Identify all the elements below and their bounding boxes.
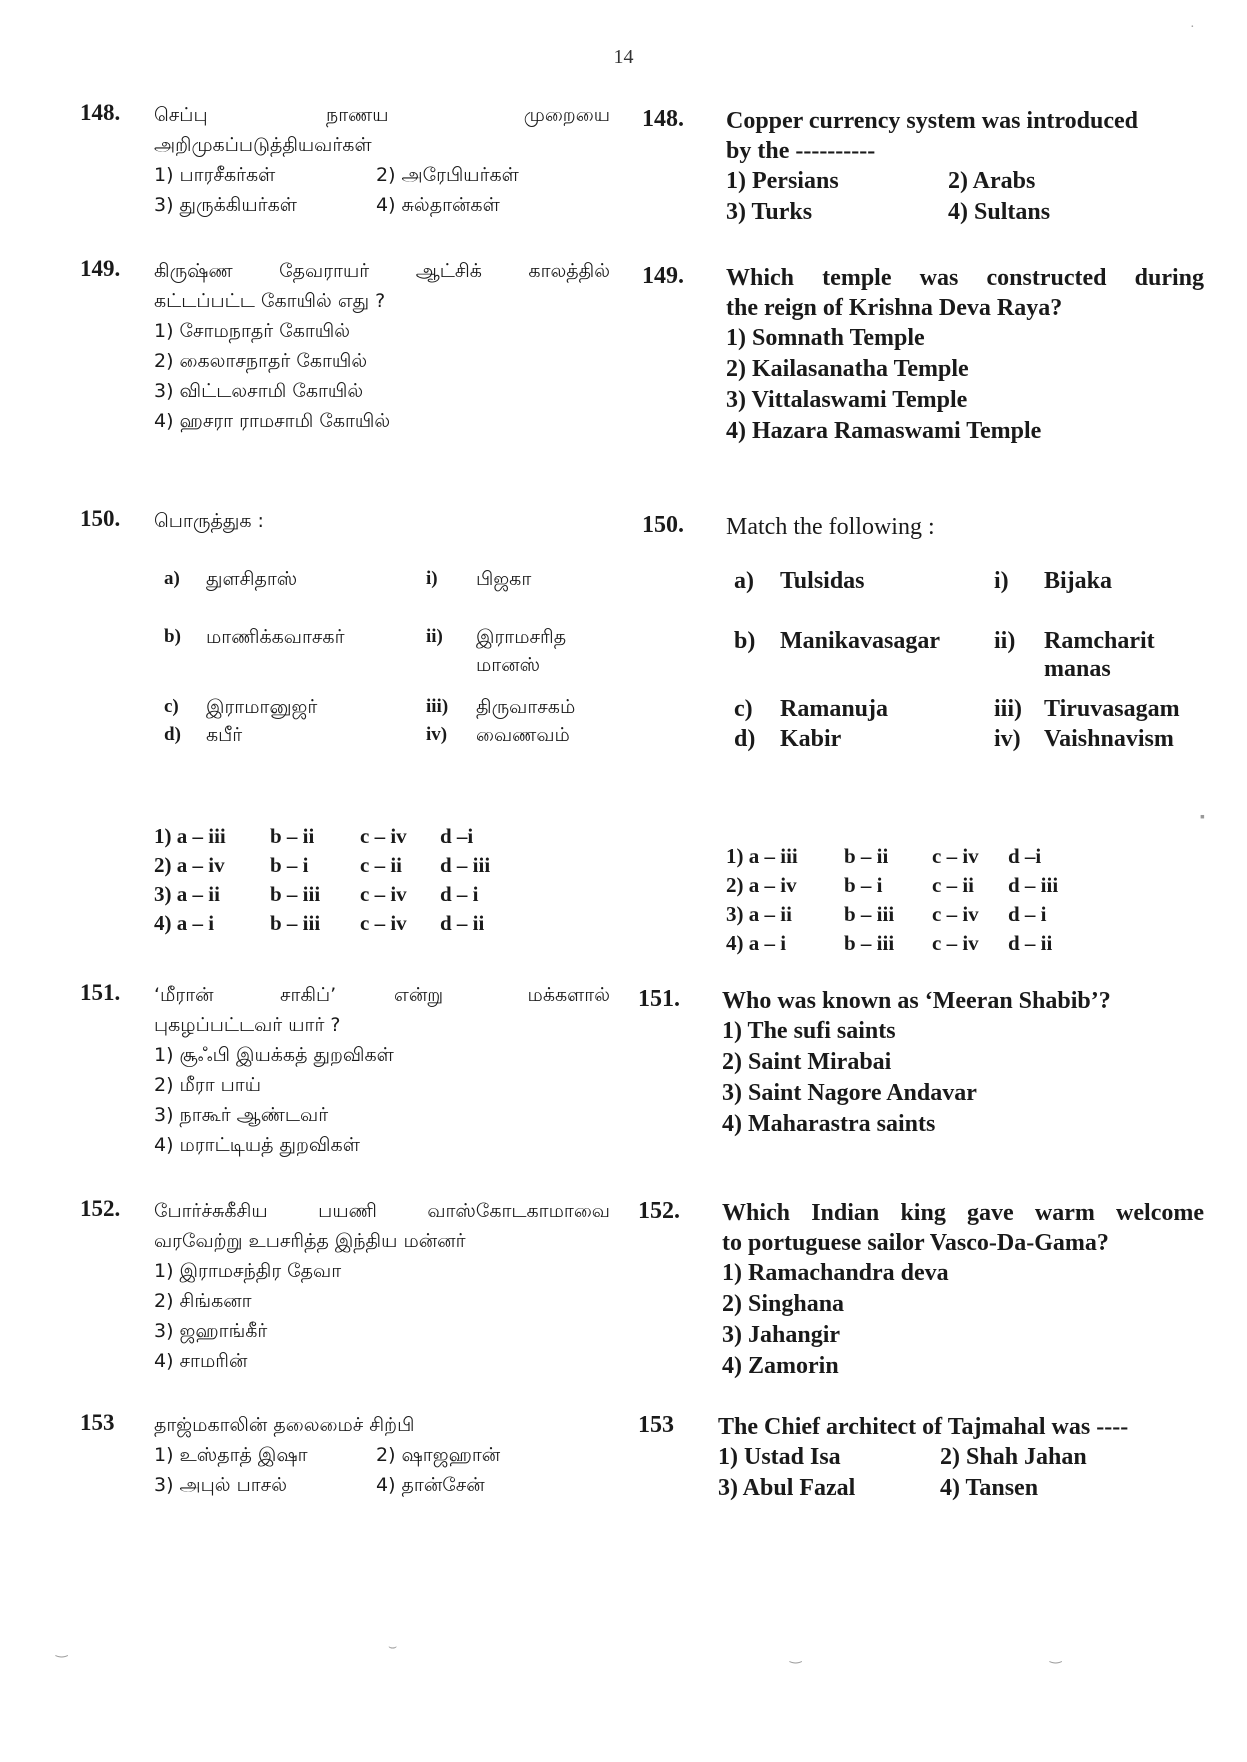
- question-stem-line: வரவேற்று உபசரித்த இந்திய மன்னர்: [154, 1230, 466, 1252]
- option-1: 1) இராமசந்திர தேவா: [154, 1260, 342, 1282]
- option-4: 4) ஹசரா ராமசாமி கோயில்: [154, 410, 391, 432]
- option-4: 4) சுல்தான்கள்: [376, 194, 500, 216]
- option-2: 2) மீரா பாய்: [154, 1074, 262, 1096]
- scan-speck: ▪: [1200, 810, 1205, 825]
- combo-part: b – iii: [844, 931, 895, 955]
- option-1: 1) The sufi saints: [722, 1018, 896, 1044]
- scan-speck: ‿: [1050, 1649, 1062, 1664]
- option-3: 3) Abul Fazal: [718, 1475, 856, 1501]
- question-stem-line: by the ----------: [726, 138, 876, 164]
- question-stem: பொருத்துக :: [154, 510, 264, 532]
- combo-part: c – iv: [360, 824, 407, 848]
- row-left-item: கபீர்: [206, 724, 243, 746]
- row-numeral: ii): [426, 626, 443, 647]
- combo-part: d – i: [1008, 902, 1047, 926]
- row-letter: d): [164, 724, 181, 745]
- question-number: 151.: [638, 986, 680, 1012]
- question-stem-line: கட்டப்பட்ட கோயில் எது ?: [154, 290, 386, 312]
- combo-part: b – iii: [270, 882, 321, 906]
- combo-part: c – iv: [932, 931, 979, 955]
- option-3: 3) விட்டலசாமி கோயில்: [154, 380, 364, 402]
- combo-part: 2) a – iv: [726, 873, 797, 897]
- row-right-item: Bijaka: [1044, 568, 1113, 594]
- row-right-item: Ramcharit: [1044, 628, 1155, 654]
- combo-part: d –i: [440, 824, 474, 848]
- row-right-item: வைணவம்: [476, 724, 570, 746]
- row-letter: d): [734, 726, 756, 752]
- combo-part: d –i: [1008, 844, 1042, 868]
- option-2: 2) Shah Jahan: [940, 1444, 1087, 1470]
- option-2: 2) அரேபியர்கள்: [376, 164, 519, 186]
- scan-speck: ‿: [56, 1643, 68, 1658]
- combo-part: b – ii: [270, 824, 315, 848]
- combo-part: b – iii: [844, 902, 895, 926]
- row-right-item-cont: manas: [1044, 656, 1111, 682]
- option-1: 1) Ramachandra deva: [722, 1260, 949, 1286]
- scan-speck: ⌣: [388, 1640, 398, 1655]
- option-3: 3) Turks: [726, 199, 813, 225]
- option-1: 1) சோமநாதர் கோயில்: [154, 320, 351, 342]
- combo-part: 2) a – iv: [154, 853, 225, 877]
- question-number: 149.: [642, 263, 684, 289]
- row-left-item: Tulsidas: [780, 568, 865, 594]
- option-2: 2) Saint Mirabai: [722, 1049, 892, 1075]
- question-number: 151.: [80, 980, 121, 1005]
- combo-part: b – i: [270, 853, 309, 877]
- combo-part: 3) a – ii: [726, 902, 792, 926]
- question-stem-line: Copper currency system was introduced: [726, 108, 1138, 134]
- combo-part: 3) a – ii: [154, 882, 220, 906]
- option-2: 2) Singhana: [722, 1291, 845, 1317]
- stem-word: மக்களால்: [527, 984, 610, 1006]
- question-stem: Match the following :: [726, 514, 935, 540]
- question-stem: தாஜ்மகாலின் தலைமைச் சிற்பி: [154, 1414, 415, 1436]
- combo-part: 1) a – iii: [154, 824, 226, 848]
- question-number: 150.: [642, 512, 684, 538]
- row-right-item: பிஜகா: [476, 568, 532, 590]
- option-4: 4) Zamorin: [722, 1353, 839, 1379]
- row-right-item: திருவாசகம்: [476, 696, 576, 718]
- row-right-item: Vaishnavism: [1044, 726, 1174, 752]
- question-stem-line: அறிமுகப்படுத்தியவர்கள்: [154, 134, 372, 156]
- option-3: 3) அபுல் பாசல்: [154, 1474, 287, 1496]
- combo-part: c – iv: [932, 902, 979, 926]
- stem-word: என்று: [394, 984, 444, 1006]
- combo-part: c – ii: [360, 853, 402, 877]
- option-2: 2) Arabs: [948, 168, 1036, 194]
- option-2: 2) கைலாசநாதர் கோயில்: [154, 350, 368, 372]
- combo-part: d – ii: [1008, 931, 1053, 955]
- option-2: 2) ஷாஜஹான்: [376, 1444, 501, 1466]
- question-number: 148.: [80, 100, 121, 125]
- question-stem-line: [154, 980, 610, 1010]
- row-letter: a): [734, 568, 754, 594]
- combo-part: d – iii: [440, 853, 491, 877]
- row-numeral: iii): [994, 696, 1022, 722]
- question-stem-line: Which temple was constructed during: [726, 265, 1204, 291]
- combo-part: 4) a – i: [726, 931, 787, 955]
- stem-word: ‘மீரான்: [154, 984, 214, 1006]
- combo-part: d – i: [440, 882, 479, 906]
- row-left-item: இராமானுஜர்: [206, 696, 318, 718]
- option-3: 3) துருக்கியர்கள்: [154, 194, 297, 216]
- row-numeral: i): [426, 568, 438, 589]
- question-stem: Who was known as ‘Meeran Shabib’?: [722, 988, 1111, 1014]
- option-3: 3) Jahangir: [722, 1322, 841, 1348]
- option-1: 1) உஸ்தாத் இஷா: [154, 1444, 308, 1466]
- option-3: 3) ஜஹாங்கீர்: [154, 1320, 268, 1342]
- question-stem-line: கிருஷ்ண தேவராயர் ஆட்சிக் காலத்தில்: [154, 260, 610, 282]
- row-letter: b): [164, 626, 181, 647]
- option-4: 4) தான்சேன்: [376, 1474, 485, 1496]
- row-numeral: iv): [994, 726, 1021, 752]
- combo-part: d – iii: [1008, 873, 1059, 897]
- question-number: 149.: [80, 256, 121, 281]
- option-1: 1) Ustad Isa: [718, 1444, 841, 1470]
- combo-part: b – iii: [270, 911, 321, 935]
- question-number: 153: [80, 1410, 115, 1435]
- option-1: 1) Somnath Temple: [726, 325, 925, 351]
- option-1: 1) சூஃபி இயக்கத் துறவிகள்: [154, 1044, 394, 1066]
- question-number: 153: [638, 1412, 674, 1438]
- option-4: 4) Tansen: [940, 1475, 1039, 1501]
- row-letter: b): [734, 628, 756, 654]
- row-right-item: இராமசரித: [476, 626, 567, 648]
- combo-part: c – iv: [360, 911, 407, 935]
- row-numeral: iii): [426, 696, 449, 717]
- question-number: 148.: [642, 106, 684, 132]
- option-4: 4) மராட்டியத் துறவிகள்: [154, 1134, 360, 1156]
- question-number: 150.: [80, 506, 121, 531]
- stem-word: நாணய: [326, 104, 389, 126]
- option-1: 1) பாரசீகர்கள்: [154, 164, 276, 186]
- row-letter: a): [164, 568, 180, 589]
- row-right-item: Tiruvasagam: [1044, 696, 1180, 722]
- option-3: 3) Saint Nagore Andavar: [722, 1080, 977, 1106]
- combo-part: 1) a – iii: [726, 844, 798, 868]
- combo-part: d – ii: [440, 911, 485, 935]
- question-stem-line: [154, 100, 620, 130]
- option-2: 2) Kailasanatha Temple: [726, 356, 969, 382]
- row-numeral: i): [994, 568, 1009, 594]
- row-left-item: Manikavasagar: [780, 628, 941, 654]
- row-right-item-cont: மானஸ்: [476, 654, 541, 676]
- question-stem: The Chief architect of Tajmahal was ----: [718, 1414, 1129, 1440]
- scan-speck: ·: [1190, 20, 1195, 35]
- row-left-item: Kabir: [780, 726, 842, 752]
- option-2: 2) சிங்கனா: [154, 1290, 252, 1312]
- scan-speck: ‿: [790, 1649, 802, 1664]
- option-4: 4) சாமரின்: [154, 1350, 248, 1372]
- row-letter: c): [164, 696, 179, 717]
- question-stem-line: Which Indian king gave warm welcome: [722, 1200, 1204, 1226]
- question-stem-line: the reign of Krishna Deva Raya?: [726, 295, 1063, 321]
- combo-part: c – iv: [360, 882, 407, 906]
- option-4: 4) Hazara Ramaswami Temple: [726, 418, 1042, 444]
- row-letter: c): [734, 696, 753, 722]
- option-4: 4) Sultans: [948, 199, 1051, 225]
- combo-part: c – ii: [932, 873, 974, 897]
- combo-part: 4) a – i: [154, 911, 215, 935]
- question-number: 152.: [80, 1196, 121, 1221]
- option-3: 3) நாகூர் ஆண்டவர்: [154, 1104, 329, 1126]
- combo-part: b – i: [844, 873, 883, 897]
- stem-word: முறையை: [523, 104, 610, 126]
- combo-part: c – iv: [932, 844, 979, 868]
- row-numeral: ii): [994, 628, 1016, 654]
- option-4: 4) Maharastra saints: [722, 1111, 936, 1137]
- question-stem-line: புகழப்பட்டவர் யார் ?: [154, 1014, 341, 1036]
- stem-word: செப்பு: [154, 104, 208, 126]
- option-3: 3) Vittalaswami Temple: [726, 387, 968, 413]
- row-left-item: Ramanuja: [780, 696, 889, 722]
- combo-part: b – ii: [844, 844, 889, 868]
- row-left-item: மாணிக்கவாசகர்: [206, 626, 345, 648]
- stem-word: சாகிப்’: [280, 984, 337, 1006]
- page-number: 14: [613, 46, 634, 68]
- question-stem-line: போர்ச்சுகீசிய பயணி வாஸ்கோடகாமாவை: [154, 1200, 610, 1222]
- row-numeral: iv): [426, 724, 448, 745]
- option-1: 1) Persians: [726, 168, 839, 194]
- question-stem-line: to portuguese sailor Vasco-Da-Gama?: [722, 1230, 1109, 1256]
- question-number: 152.: [638, 1198, 680, 1224]
- row-left-item: துளசிதாஸ்: [206, 568, 298, 590]
